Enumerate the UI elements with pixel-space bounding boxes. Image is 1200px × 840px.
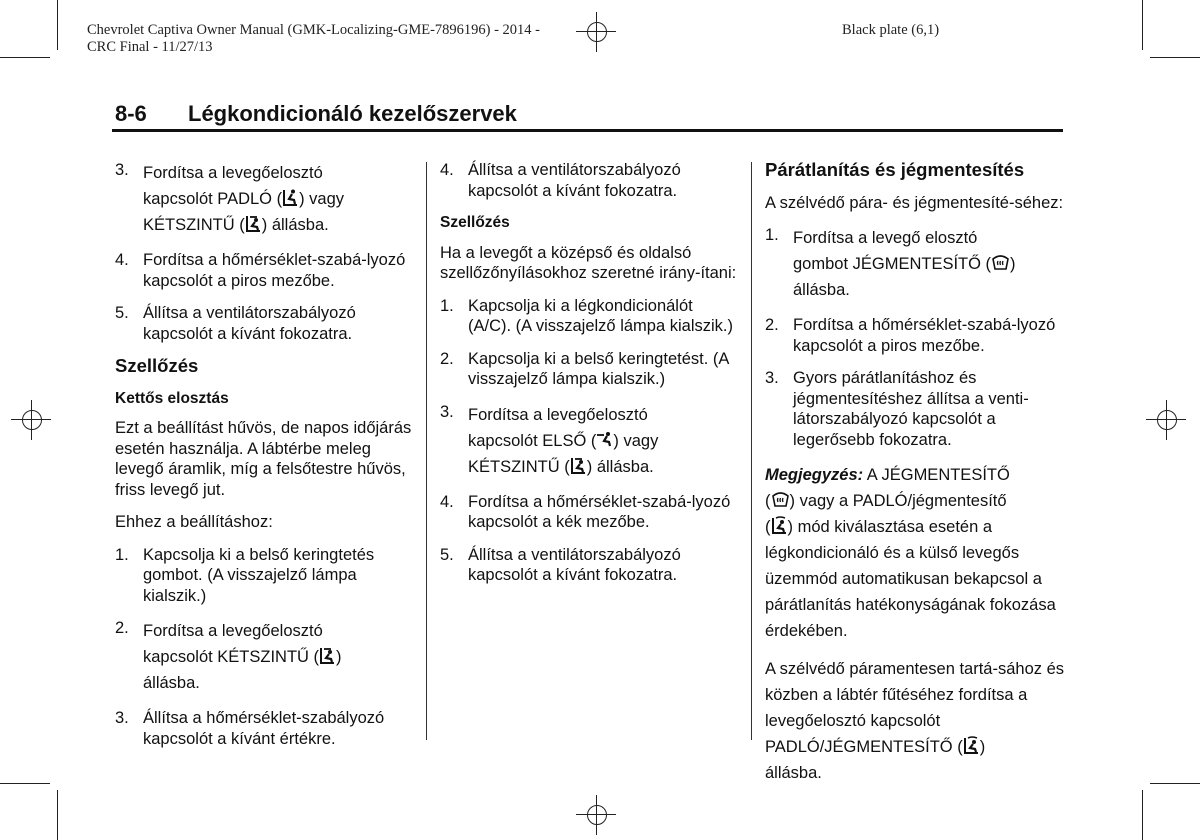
list-item: 3. Állítsa a hőmérséklet-szabályozó kapcsolót a kívánt értékre. xyxy=(115,709,385,748)
column-3 xyxy=(765,160,1065,798)
list-item: 2. Fordítsa a levegőelosztó kapcsolót KÉTSZINTŰ ( ) állásba. xyxy=(115,619,342,692)
paragraph: Ha a levegőt a középső és oldalsó szellőzőnyílásokhoz szeretné irány-ítani: xyxy=(440,243,737,282)
plate-label: Black plate (6,1) xyxy=(842,22,940,38)
list-item: 5. Állítsa a ventilátorszabályozó kapcsolót a kívánt fokozatra. xyxy=(115,304,356,343)
column-2 xyxy=(440,160,740,598)
bilevel-mode-icon xyxy=(245,214,262,233)
doc-header-line2: CRC Final - 11/27/13 xyxy=(87,39,213,55)
paragraph: A szélvédő pára- és jégmentesíté-séhez: xyxy=(765,193,1064,212)
list-item: 2. Kapcsolja ki a belső keringtetést. (A visszajelző lámpa kialszik.) xyxy=(440,349,729,388)
list-item: 3. Fordítsa a levegőelosztó kapcsolót ELSŐ ( ) vagy KÉTSZINTŰ ( ) állásba. xyxy=(440,402,659,476)
paragraph: Ehhez a beállításhoz: xyxy=(115,513,273,531)
heading-defrost: Párátlanítás és jégmentesítés xyxy=(765,159,1025,180)
column-1 xyxy=(115,160,415,761)
floor-mode-icon xyxy=(282,188,299,207)
list-item: 1. Kapcsolja ki a belső keringtetés gombot. (A visszajelző lámpa kialszik.) xyxy=(115,545,375,605)
list-item: 1. Kapcsolja ki a légkondicionálót (A/C). (A visszajelző lámpa kialszik.) xyxy=(440,296,733,335)
list-item: 3. Gyors párátlanításhoz és jégmentesítéshez állítsa a venti-látorszabályozó kapcsolót a legerősebb fokozatra. xyxy=(765,369,1029,449)
subheading-szellozes: Szellőzés xyxy=(440,214,510,231)
paragraph: A szélvédő páramentesen tartá-sához és közben a lábtér fűtéséhez fordítsa a levegőelosztó kapcsolót PADLÓ/JÉGMENTESÍTŐ ( ) állásba. xyxy=(765,660,1065,782)
column-divider xyxy=(426,162,427,740)
floor-defrost-icon xyxy=(963,736,980,755)
list-item: 1. Fordítsa a levegő elosztó gombot JÉGMENTESÍTŐ ( ) állásba. xyxy=(765,226,1016,299)
list-item: 5. Állítsa a ventilátorszabályozó kapcsolót a kívánt fokozatra. xyxy=(440,545,681,584)
list-item: 4. Állítsa a ventilátorszabályozó kapcsolót a kívánt fokozatra. xyxy=(440,161,681,200)
vent-mode-icon xyxy=(596,430,613,449)
floor-defrost-icon xyxy=(771,516,788,535)
note-paragraph: Megjegyzés: A JÉGMENTESÍTŐ ( ) vagy a PADLÓ/jégmentesítő ( ) mód kiválasztása esetén a légkondicionáló és a külső levegős üzemmód automatikusan bekapcsol a párátlanítás hatékonyságának fokozása érdekében. xyxy=(765,466,1056,640)
list-item: 2. Fordítsa a hőmérséklet-szabá-lyozó kapcsolót a piros mezőbe. xyxy=(765,316,1056,355)
section-number: 8-6 xyxy=(115,101,147,126)
bilevel-mode-icon xyxy=(570,456,587,475)
defrost-icon xyxy=(771,490,790,509)
title-rule xyxy=(112,129,1063,132)
paragraph: Ezt a beállítást hűvös, de napos időjárás esetén használja. A lábtérbe meleg levegő áramlik, míg a felsőtestre hűvös, friss levegő jut. xyxy=(115,419,412,499)
list-item: 3. Fordítsa a levegőelosztó kapcsolót PADLÓ ( ) vagy KÉTSZINTŰ ( ) állásba. xyxy=(115,161,345,234)
section-title: Légkondicionáló kezelőszervek xyxy=(188,101,517,126)
doc-header-line1: Chevrolet Captiva Owner Manual (GMK-Localizing-GME-7896196) - 2014 - xyxy=(87,22,541,38)
column-divider xyxy=(751,162,752,740)
subheading-kettos-elosztas: Kettős elosztás xyxy=(115,389,229,407)
defrost-icon xyxy=(991,253,1010,272)
list-item: 4. Fordítsa a hőmérséklet-szabá-lyozó kapcsolót a piros mezőbe. xyxy=(115,251,406,290)
note-label: Megjegyzés: xyxy=(765,466,864,484)
bilevel-mode-icon xyxy=(319,646,336,665)
heading-szellozes: Szellőzés xyxy=(115,355,199,376)
list-item: 4. Fordítsa a hőmérséklet-szabá-lyozó kapcsolót a kék mezőbe. xyxy=(440,492,731,531)
